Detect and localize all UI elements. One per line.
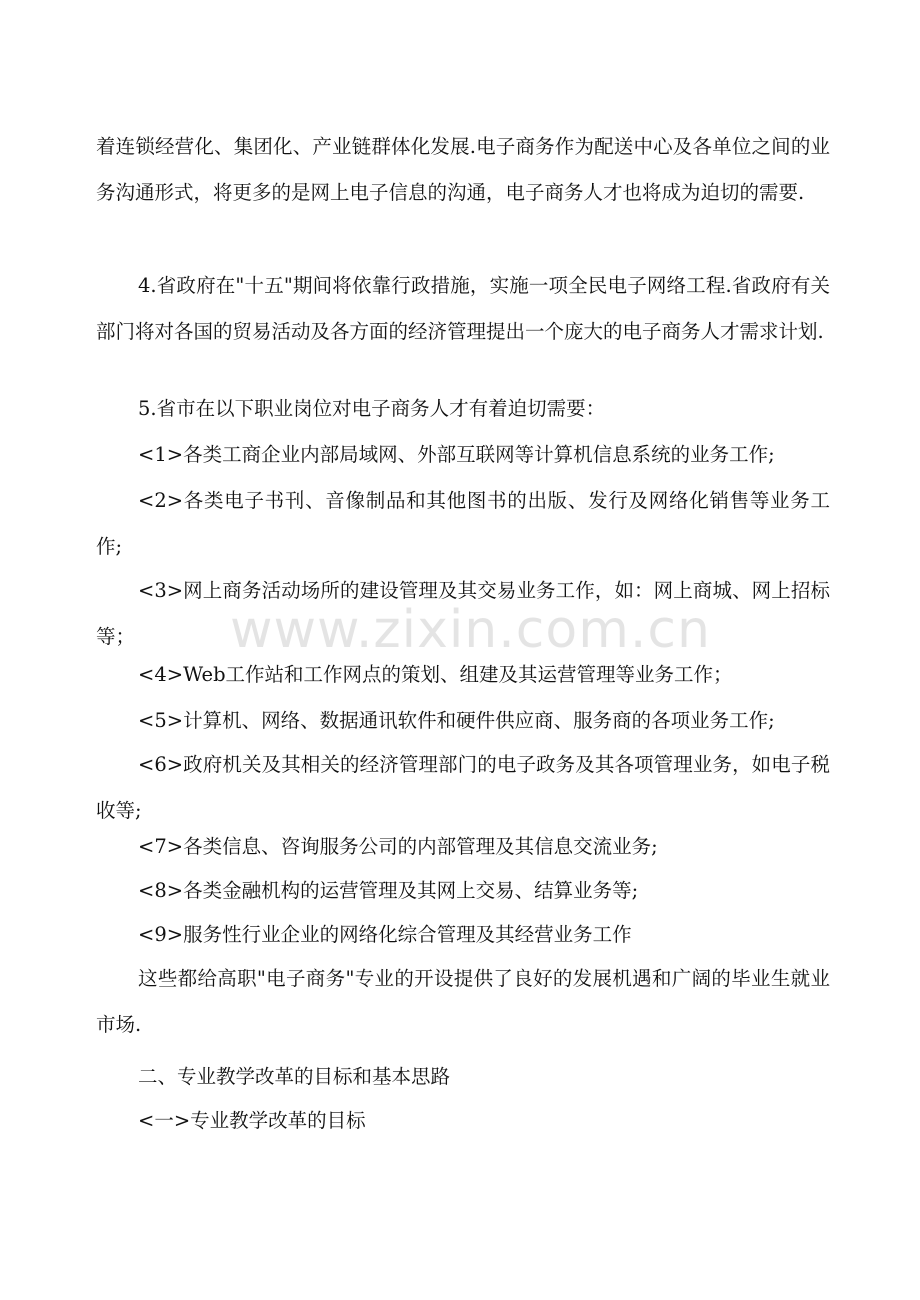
paragraph-summary: 这些都给高职"电子商务"专业的开设提供了良好的发展机遇和广阔的毕业生就业市场. bbox=[96, 967, 830, 1036]
list-item-6: <6>政府机关及其相关的经济管理部门的电子政务及其各项管理业务，如电子税收等; bbox=[96, 753, 830, 822]
list-item-9: <9>服务性行业企业的网络化综合管理及其经营业务工作 bbox=[138, 923, 632, 946]
list-item-3: <3>网上商务活动场所的建设管理及其交易业务工作，如：网上商城、网上招标等； bbox=[96, 579, 830, 648]
list-item-1: <1>各类工商企业内部局域网、外部互联网等计算机信息系统的业务工作; bbox=[138, 443, 775, 466]
paragraph-item-4: 4.省政府在"十五"期间将依靠行政措施，实施一项全民电子网络工程.省政府有关部门将对各国的贸易活动及各方面的经济管理提出一个庞大的电子商务人才需求计划. bbox=[96, 274, 830, 343]
paragraph-item-5: 5.省市在以下职业岗位对电子商务人才有着迫切需要： bbox=[138, 397, 606, 420]
subsection-heading: <一>专业教学改革的目标 bbox=[138, 1109, 366, 1132]
list-item-7: <7>各类信息、咨询服务公司的内部管理及其信息交流业务; bbox=[138, 835, 658, 858]
watermark-text: www.zixin.com.cn bbox=[230, 600, 711, 660]
list-item-5: <5>计算机、网络、数据通讯软件和硬件供应商、服务商的各项业务工作; bbox=[138, 709, 775, 732]
list-item-8: <8>各类金融机构的运营管理及其网上交易、结算业务等; bbox=[138, 879, 639, 902]
list-item-2: <2>各类电子书刊、音像制品和其他图书的出版、发行及网络化销售等业务工作; bbox=[96, 489, 830, 558]
list-item-4: <4>Web工作站和工作网点的策划、组建及其运营管理等业务工作； bbox=[138, 663, 733, 686]
section-heading: 二、专业教学改革的目标和基本思路 bbox=[138, 1065, 451, 1088]
paragraph-continuation: 着连锁经营化、集团化、产业链群体化发展.电子商务作为配送中心及各单位之间的业务沟通形式，将更多的是网上电子信息的沟通，电子商务人才也将成为迫切的需要. bbox=[96, 135, 830, 204]
